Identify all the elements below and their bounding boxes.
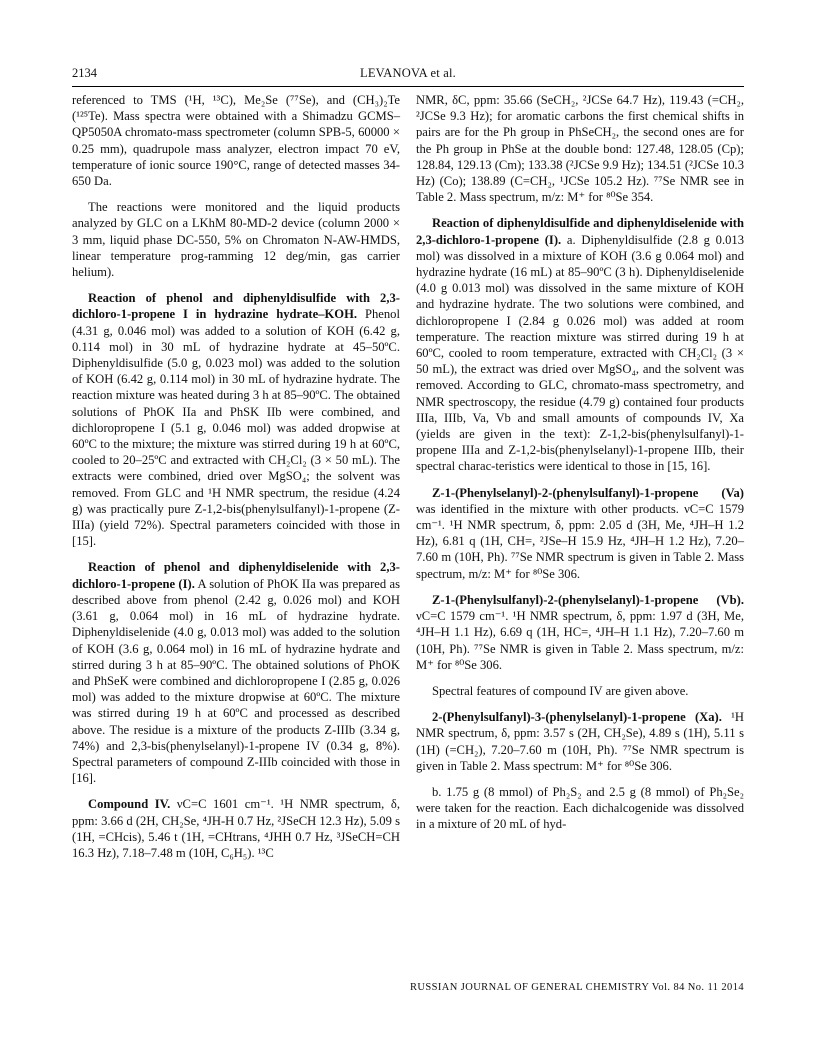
section-heading: Reaction of diphenyldisulfide and diphenyldiselenide with 2,3-dichloro-1-propene (I). xyxy=(416,216,744,247)
paragraph: referenced to TMS (¹H, ¹³C), Me₂Se (⁷⁷Se), and (CH₃)₂Te (¹²⁵Te). Mass spectra were obtained with a Shimadzu GCMS–QP5050A chromato-mass spectrometer (column SPB-5, 60000 × 0.25 mm), quadrupole mass analyzer, electron impact 70 eV, temperature of ionic source 190°C, range of detected masses 34-650 Da. xyxy=(72,93,400,189)
paragraph xyxy=(416,485,744,582)
paragraph-body: Phenol (4.31 g, 0.046 mol) was added to a solution of KOH (6.42 g, 0.114 mol) in 30 mL of hydrazine hydrate at 45–50ºC. Diphenyldisulfide (5.0 g, 0.023 mol) was added to the solution of KOH (6.42 g, 0.114 mol) in 30 mL of hydrazine hydrate. The reaction mixture was heated during 3 h at 85–90ºC. The obtained solutions of PhOK IIa and PhSK IIb were combined, and dichloropropene I (5.1 g, 0.046 mol) was added dropwise at 60ºC to the mixture; the mixture was stirred during 19 h at 60ºC, cooled to 20–25ºC and extracted with CH₂Cl₂ (3 × 50 mL). The extracts were combined, dried over MgSO₄; the solvent was removed. From GLC and ¹H NMR spectrum, the residue (4.24 g) was practically pure Z-1,2-bis(phenylsulfanyl)-1-propene (Z-IIIa) (yield 72%). Spectral parameters coincided with those in [15]. xyxy=(72,307,400,549)
section-heading: 2-(Phenylsulfanyl)-3-(phenylselanyl)-1-propene (Xa). xyxy=(432,710,722,725)
paragraph-body: νC=C 1579 cm⁻¹. ¹H NMR spectrum, δ, ppm: 1.97 d (3H, Me, ⁴JH–H 1.1 Hz), 6.69 q (1H, HC=, ⁴JH–H 1.1 Hz), 7.20–7.60 m (10H, Ph). ⁷⁷Se NMR is given in Table 2. Mass spectrum, m/z: M⁺ for ⁸⁰Se 306. xyxy=(416,609,744,672)
paragraph-body: νC=C 1601 cm⁻¹. ¹H NMR spectrum, δ, ppm: 3.66 d (2H, CH₂Se, ⁴JH-H 0.7 Hz, ²JSeCH 12.3 Hz), 5.09 s (1H, =CHcis), 5.46 t (1H, =CHtrans, ⁴JHH 0.7 Hz, ³JSeCH=CH 16.3 Hz), 7.18–7.48 m (10H, C₆H₅). ¹³C xyxy=(72,797,400,860)
paragraph xyxy=(416,215,744,474)
paragraph: b. 1.75 g (8 mmol) of Ph₂S₂ and 2.5 g (8 mmol) of Ph₂Se₂ were taken for the reaction. Each dichalcogenide was dissolved in a mixture of 20 mL of hyd- xyxy=(416,784,744,832)
paragraph-body: A solution of PhOK IIa was prepared as described above from phenol (2.42 g, 0.026 mol) and KOH (3.61 g, 0.064 mol) in 16 mL of hydrazine hydrate. Diphenyldiselenide (4.0 g, 0.013 mol) was added to the solution of KOH (3.6 g, 0.064 mol) in 16 mL of hydrazine hydrate and stirred during 3 h at 85–90ºC. The obtained solutions of PhOK and PhSeK were combined and dichloropropene I (2.85 g, 0.026 mol) was added to the mixture dropwise at 60ºC. The mixture was stirred during 19 h at 60ºC and processed as described above. The residue is a mixture of the products Z-IIIb (3.34 g, 74%) and 2,3-bis(phenylselanyl)-1-propene IV (0.34 g, 8%). Spectral parameters of compound Z-IIIb coincided with those in [16]. xyxy=(72,576,400,786)
running-head: LEVANOVA et al. xyxy=(360,66,456,80)
section-heading: Reaction of phenol and diphenyldiselenide with 2,3-dichloro-1-propene (I). xyxy=(72,560,400,591)
paragraph: Spectral features of compound IV are given above. xyxy=(432,683,689,698)
paragraph-body: was identified in the mixture with other products. νC=C 1579 cm⁻¹. ¹H NMR spectrum, δ, ppm: 2.05 d (3H, Me, ⁴JH–H 1.2 Hz), 6.81 q (1H, CH=, ²JSe–H 15.9 Hz, ⁴JH–H 1.2 Hz), 7.20–7.60 m (10H, Ph). ⁷⁷Se NMR spectrum is given in Table 2. Mass spectrum, m/z: M⁺ for ⁸⁰Se 306. xyxy=(416,501,744,581)
paragraph: NMR, δC, ppm: 35.66 (SeCH₂, ²JCSe 64.7 Hz), 119.43 (=CH₂, ²JCSe 9.3 Hz); for aromatic carbons the first chemical shifts in pairs are for the Ph group in PhSeCH₂, the second ones are for the Ph group in PhSe at the double bond: 127.48, 128.05 (Cp); 128.84, 129.13 (Cm); 133.38 (²JCSe 9.9 Hz); 134.51 (²JCSe 10.3 Hz) (Co); 138.89 (C=CH₂, ¹JCSe 105.2 Hz). ⁷⁷Se NMR see in Table 2. Mass spectrum, m/z: M⁺ for ⁸⁰Se 354. xyxy=(416,93,744,205)
paragraph: The reactions were monitored and the liquid products analyzed by GLC on a LKhM 80-MD-2 device (column 2000 × 3 mm, liquid phase DC-550, 5% on Chromaton N-AW-HMDS, linear temperature prog-ramming 12 deg/min, gas carrier helium). xyxy=(72,200,400,280)
paragraph-body: ¹H NMR spectrum, δ, ppm: 3.57 s (2H, CH₂Se), 4.89 s (1H), 5.11 s (1H) (=CH₂), 7.20–7.60 m (10H, Ph). ⁷⁷Se NMR spectrum is given in Table 2. Mass spectrum: M⁺ for ⁸⁰Se 306. xyxy=(416,710,744,773)
paragraph xyxy=(416,592,744,673)
section-heading: Z-1-(Phenylsulfanyl)-2-(phenylselanyl)-1-propene (Vb). xyxy=(432,592,744,607)
paragraph xyxy=(72,290,400,549)
paragraph xyxy=(416,709,744,774)
right-column xyxy=(416,92,744,843)
journal-footer: RUSSIAN JOURNAL OF GENERAL CHEMISTRY Vol. 84 No. 11 2014 xyxy=(409,982,744,993)
section-heading: Z-1-(Phenylselanyl)-2-(phenylsulfanyl)-1-propene (Va) xyxy=(432,485,744,500)
header-rule xyxy=(72,86,744,87)
page-header xyxy=(72,66,744,82)
paragraph xyxy=(72,796,400,861)
left-column xyxy=(72,92,400,871)
section-heading: Reaction of phenol and diphenyldisulfide with 2,3-dichloro-1-propene I in hydrazine hydrate–KOH. xyxy=(72,291,400,322)
paragraph-body: a. Diphenyldisulfide (2.8 g 0.013 mol) was dissolved in a mixture of KOH (3.6 g 0.064 mol) and hydrazine hydrate (16 mL) at 85–90ºC (3 h). Diphenyldiselenide (4.0 g 0.013 mol) was dissolved in the same mixture of KOH and hydrazine hydrate. The two solutions were combined, and dichloropropene I (2.84 g 0.026 mol) was added at room temperature. The reaction mixture was stirred during 19 h at 60ºC, cooled to room temperature, extracted with CH₂Cl₂ (3 × 50 mL), the extract was dried over MgSO₄, and the solvent was removed. According to GLC, chromato-mass spectrometry, and NMR spectroscopy, the residue (4.79 g) contained four products IIIa, IIIb, Va, Vb and small amounts of compounds IV, Xa (yields are given in the text): Z-1,2-bis(phenylsulfanyl)-1-propene IIIa and Z-1,2-bis(phenylselanyl)-1-propene IIIb, their spectral charac-teristics were identical to those in [15, 16]. xyxy=(416,232,745,474)
paragraph xyxy=(72,559,400,786)
page-number: 2134 xyxy=(72,66,97,80)
section-heading: Compound IV. xyxy=(88,797,171,812)
